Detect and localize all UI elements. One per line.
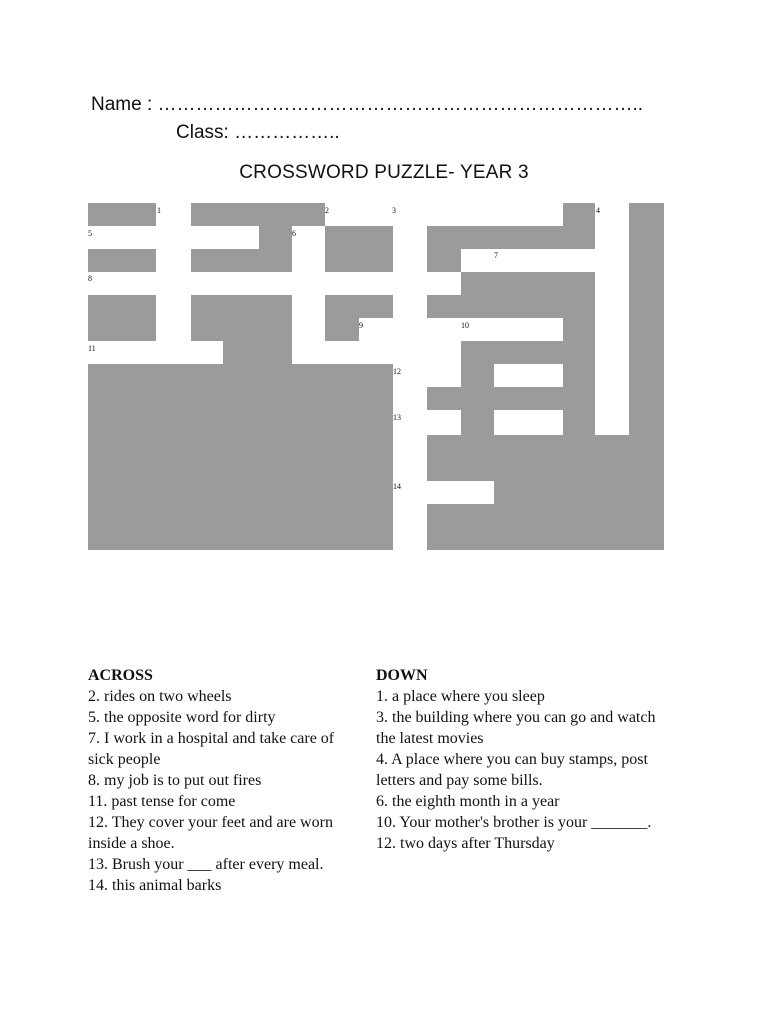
shaded-cell xyxy=(629,249,664,435)
shaded-cell xyxy=(461,272,595,295)
cell-number-3: 3 xyxy=(392,206,396,215)
shaded-cell xyxy=(325,249,393,272)
across-heading: ACROSS xyxy=(88,667,153,684)
cell-number-1: 1 xyxy=(157,206,161,215)
cell-number-11: 11 xyxy=(88,344,96,353)
clue-item: 4. A place where you can buy stamps, post letters and pay some bills. xyxy=(376,751,648,789)
shaded-cell xyxy=(427,249,461,272)
name-field-label: Name : ………………………………………………………………….. xyxy=(91,94,644,115)
clue-item: 1. a place where you sleep xyxy=(376,688,545,705)
shaded-cell xyxy=(461,341,494,364)
shaded-cell xyxy=(325,226,393,249)
clue-item: 13. Brush your ___ after every meal. xyxy=(88,856,324,873)
cell-number-4: 4 xyxy=(596,206,600,215)
clue-item: 5. the opposite word for dirty xyxy=(88,709,276,726)
shaded-cells xyxy=(88,203,664,550)
shaded-cell xyxy=(88,203,156,226)
cell-number-14: 14 xyxy=(393,482,401,491)
clue-item: 10. Your mother's brother is your _______. xyxy=(376,814,652,831)
shaded-cell xyxy=(191,249,292,272)
shaded-cell xyxy=(427,435,664,481)
shaded-cell xyxy=(191,203,325,226)
shaded-cell xyxy=(88,295,156,341)
cell-number-13: 13 xyxy=(393,413,401,422)
shaded-cell xyxy=(191,295,292,341)
down-clues xyxy=(376,665,666,854)
shaded-cell xyxy=(325,318,359,341)
shaded-cell xyxy=(88,364,393,550)
shaded-cell xyxy=(259,226,292,249)
shaded-cell xyxy=(629,203,664,226)
shaded-cell xyxy=(461,410,494,435)
clue-item: 6. the eighth month in a year xyxy=(376,793,560,810)
clue-item: 7. I work in a hospital and take care of sick people xyxy=(88,730,335,768)
page-title: CROSSWORD PUZZLE- YEAR 3 xyxy=(239,162,529,183)
shaded-cell xyxy=(494,387,563,410)
shaded-cell xyxy=(494,341,563,364)
shaded-cell xyxy=(629,226,664,249)
clue-item: 12. They cover your feet and are worn inside a shoe. xyxy=(88,814,333,852)
clue-item: 2. rides on two wheels xyxy=(88,688,232,705)
cell-number-12: 12 xyxy=(393,367,401,376)
shaded-cell xyxy=(88,249,156,272)
clue-item: 11. past tense for come xyxy=(88,793,236,810)
across-clues xyxy=(88,665,363,896)
clue-item: 3. the building where you can go and watch the latest movies xyxy=(376,709,656,747)
cell-number-10: 10 xyxy=(461,321,469,330)
shaded-cell xyxy=(223,341,292,364)
clue-item: 8. my job is to put out fires xyxy=(88,772,262,789)
shaded-cell xyxy=(494,481,664,504)
shaded-cell xyxy=(427,387,461,410)
shaded-cell xyxy=(427,504,664,550)
clue-item: 12. two days after Thursday xyxy=(376,835,555,852)
cell-number-2: 2 xyxy=(325,206,329,215)
shaded-cell xyxy=(427,226,595,249)
clue-item: 14. this animal barks xyxy=(88,877,222,894)
class-field-label: Class: …………….. xyxy=(176,122,340,143)
shaded-cell xyxy=(563,318,595,435)
cell-number-9: 9 xyxy=(359,321,363,330)
cell-number-6: 6 xyxy=(292,229,296,238)
cell-number-7: 7 xyxy=(494,251,498,260)
down-heading: DOWN xyxy=(376,667,428,684)
shaded-cell xyxy=(427,295,595,318)
cell-number-5: 5 xyxy=(88,229,92,238)
cell-number-8: 8 xyxy=(88,274,92,283)
shaded-cell xyxy=(563,203,595,226)
shaded-cell xyxy=(325,295,393,318)
